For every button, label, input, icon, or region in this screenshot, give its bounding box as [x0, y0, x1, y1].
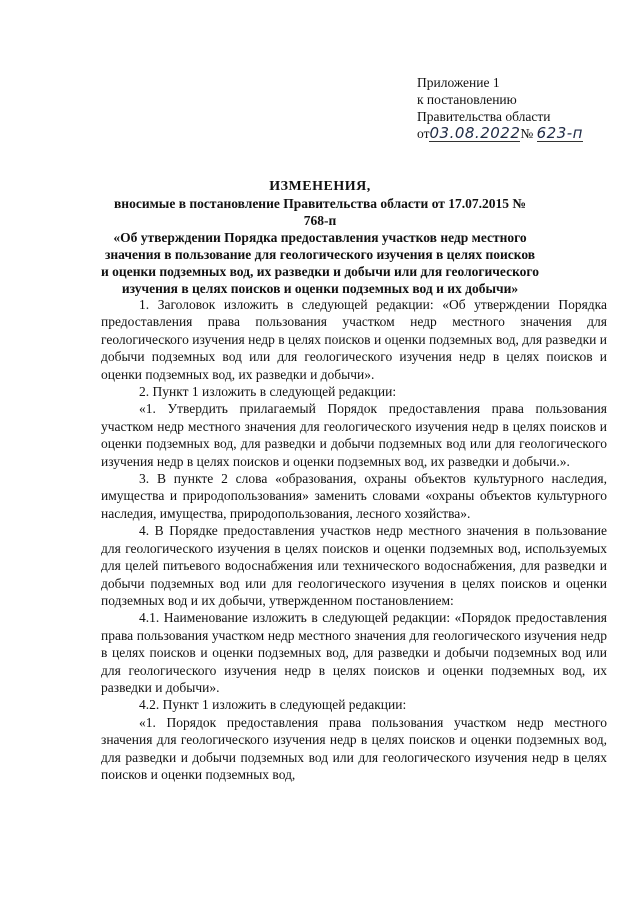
title-line-1: вносимые в постановление Правительства области от 17.07.2015 № 768-п: [114, 196, 526, 228]
title-line-5: изучения в целях поисков и оценки подземных вод и их добычи»: [121, 281, 519, 296]
paragraph-7: 4.2. Пункт 1 изложить в следующей редакции:: [139, 697, 407, 713]
paragraph-8: «1. Порядок предоставления права пользования участком недр местного значения для геологического изучения недр в целях поисков и оценки подземных вод, для разведки и добычи подземных вод или для геологического изучения недр в целях поисков и оценки подземных вод,: [101, 714, 607, 782]
appendix-line-2: к постановлению: [417, 92, 517, 107]
paragraph-4: 3. В пункте 2 слова «образования, охраны объектов культурного наследия, имущества и природопользования» заменить словами «охраны объектов культурного наследия, имущества, природопользования, лесного хозяйства».: [101, 471, 607, 521]
from-label: от: [417, 126, 430, 141]
number-label: №: [520, 126, 534, 141]
paragraph-6: 4.1. Наименование изложить в следующей редакции: «Порядок предоставления права пользования участком недр местного значения для геологического изучения недр в целях поисков и оценки подземных вод, для разведки и добычи подземных вод или для геологического изучения недр в целях поисков и оценки подземных вод, их разведки и добычи».: [101, 610, 607, 695]
document-title: [100, 178, 540, 297]
title-line-3: значения в пользование для геологического изучения в целях поисков: [104, 247, 536, 262]
title-line-2: «Об утверждении Порядка предоставления участков недр местного: [113, 230, 527, 245]
title-heading: ИЗМЕНЕНИЯ,: [269, 179, 371, 194]
paragraph-1: 1. Заголовок изложить в следующей редакции: «Об утверждении Порядка предоставления права пользования участком недр местного значения для геологического изучения недр в целях поисков и оценки подземных вод, для разведки и добычи подземных вод или для геологического изучения недр в целях поисков и оценки подземных вод, их разведки и добычи».: [101, 297, 607, 382]
paragraph-5: 4. В Порядке предоставления участков недр местного значения в пользование для геологического изучения в целях поисков и оценки подземных вод, используемых для целей питьевого водоснабжения или технического водоснабжения, для разведки и добычи подземных вод или для геологического изучения в целях поисков и оценки подземных вод и их добычи, утвержденном постановлением:: [101, 523, 607, 608]
paragraph-3: «1. Утвердить прилагаемый Порядок предоставления права пользования участком недр местного значения для геологического изучения недр в целях поисков и оценки подземных вод, для разведки и добычи подземных вод или для геологического изучения недр в целях поисков и оценки подземных вод, их разведки и добычи.».: [101, 401, 607, 469]
appendix-line-3: Правительства области: [417, 109, 551, 124]
document-body: [101, 296, 607, 783]
appendix-line-4: [417, 125, 583, 142]
paragraph-2: 2. Пункт 1 изложить в следующей редакции:: [139, 384, 397, 400]
appendix-line-1: Приложение 1: [417, 75, 500, 90]
title-line-4: и оценки подземных вод, их разведки и добычи или для геологического: [101, 264, 539, 279]
appendix-header: [417, 74, 583, 142]
handwritten-date: 03.08.2022: [429, 124, 521, 142]
handwritten-number: 623-п: [536, 124, 583, 142]
